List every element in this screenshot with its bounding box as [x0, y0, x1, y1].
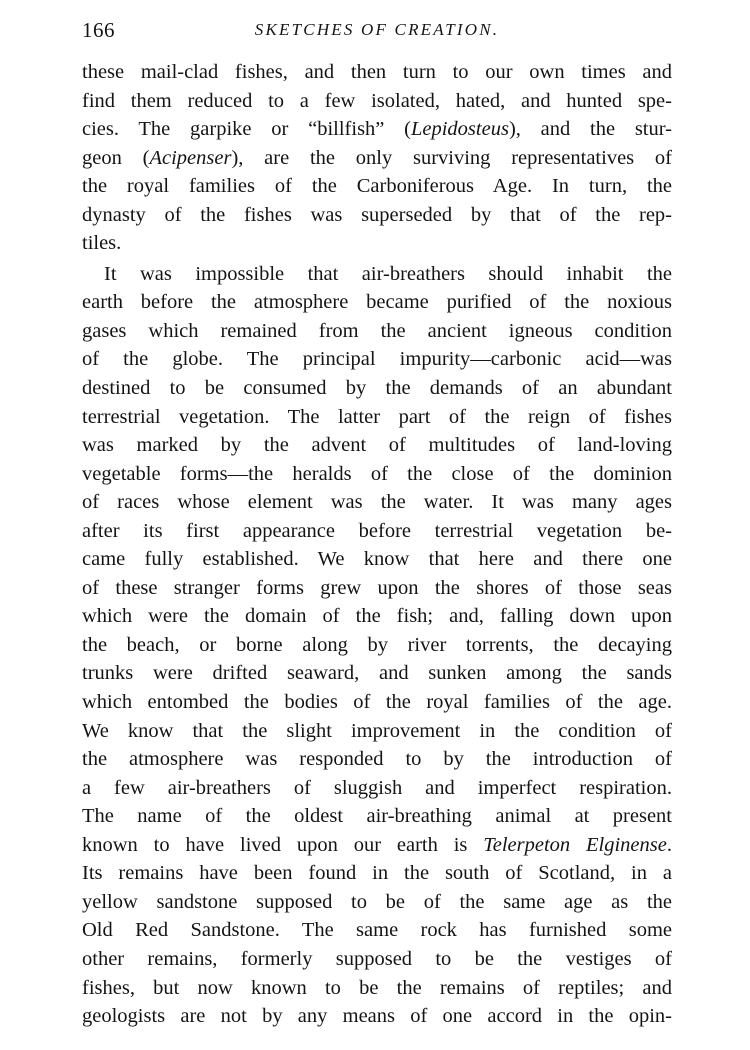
- text-line: was marked by the advent of multitudes of land-loving: [82, 434, 672, 457]
- text-line: fishes, but now known to be the remains of reptiles; and: [82, 976, 672, 999]
- text-line: after its first appearance before terrestrial vegetation be-: [82, 519, 672, 542]
- text-line: vegetable forms—the heralds of the close of the dominion: [82, 462, 672, 485]
- text-line: of races whose element was the water. It was many ages: [82, 491, 672, 514]
- text-line: earth before the atmosphere became purified of the noxious: [82, 291, 672, 314]
- text-line: the royal families of the Carboniferous Age. In turn, the: [82, 175, 672, 198]
- text-line: trunks were drifted seaward, and sunken among the sands: [82, 662, 672, 685]
- text-line: a few air-breathers of sluggish and imperfect respiration.: [82, 776, 672, 799]
- page-number: 166: [82, 18, 115, 42]
- text-line: the beach, or borne along by river torrents, the decaying: [82, 633, 672, 656]
- running-title: SKETCHES OF CREATION.: [254, 20, 500, 39]
- text-line: other remains, formerly supposed to be the vestiges of: [82, 947, 672, 970]
- text-line: which entombed the bodies of the royal families of the age.: [82, 691, 672, 714]
- page-header: [82, 18, 672, 48]
- text-line: geologists are not by any means of one accord in the opin-: [82, 1005, 672, 1028]
- text-line: tiles.: [82, 232, 122, 255]
- text-line: The name of the oldest air-breathing animal at present: [82, 805, 672, 828]
- text-line: these mail-clad fishes, and then turn to our own times and: [82, 61, 672, 83]
- text-line: cies. The garpike or “billfish” (Lepidosteus), and the stur-: [82, 118, 672, 141]
- text-line: dynasty of the fishes was superseded by that of the rep-: [82, 203, 672, 226]
- text-line: Its remains have been found in the south of Scotland, in a: [82, 862, 672, 885]
- text-line: geon (Acipenser), are the only surviving representatives of: [82, 146, 672, 169]
- text-line: destined to be consumed by the demands of an abundant: [82, 377, 672, 400]
- paragraph-2: [82, 260, 672, 1031]
- text-line: the atmosphere was responded to by the introduction of: [82, 748, 672, 771]
- latin-name: Acipenser: [149, 146, 232, 169]
- text-line: yellow sandstone supposed to be of the same age as the: [82, 890, 672, 913]
- text-line: known to have lived upon our earth is Telerpeton Elginense.: [82, 833, 672, 856]
- body-text: [82, 58, 672, 1031]
- text-line: It was impossible that air-breathers should inhabit the: [104, 262, 672, 285]
- text-line: of these stranger forms grew upon the shores of those seas: [82, 576, 672, 599]
- book-page: [82, 18, 672, 1031]
- text-line: We know that the slight improvement in the condition of: [82, 719, 672, 742]
- text-line: gases which remained from the ancient igneous condition: [82, 319, 672, 342]
- paragraph-1: [82, 58, 672, 258]
- latin-name: Lepidosteus: [410, 118, 509, 141]
- text-line: came fully established. We know that here and there one: [82, 548, 672, 571]
- text-line: of the globe. The principal impurity—carbonic acid—was: [82, 348, 672, 371]
- latin-name: Telerpeton Elginense: [483, 833, 667, 856]
- text-line: find them reduced to a few isolated, hated, and hunted spe-: [82, 89, 672, 112]
- text-line: terrestrial vegetation. The latter part of the reign of fishes: [82, 405, 672, 428]
- text-line: Old Red Sandstone. The same rock has furnished some: [82, 919, 672, 942]
- text-line: which were the domain of the fish; and, falling down upon: [82, 605, 672, 628]
